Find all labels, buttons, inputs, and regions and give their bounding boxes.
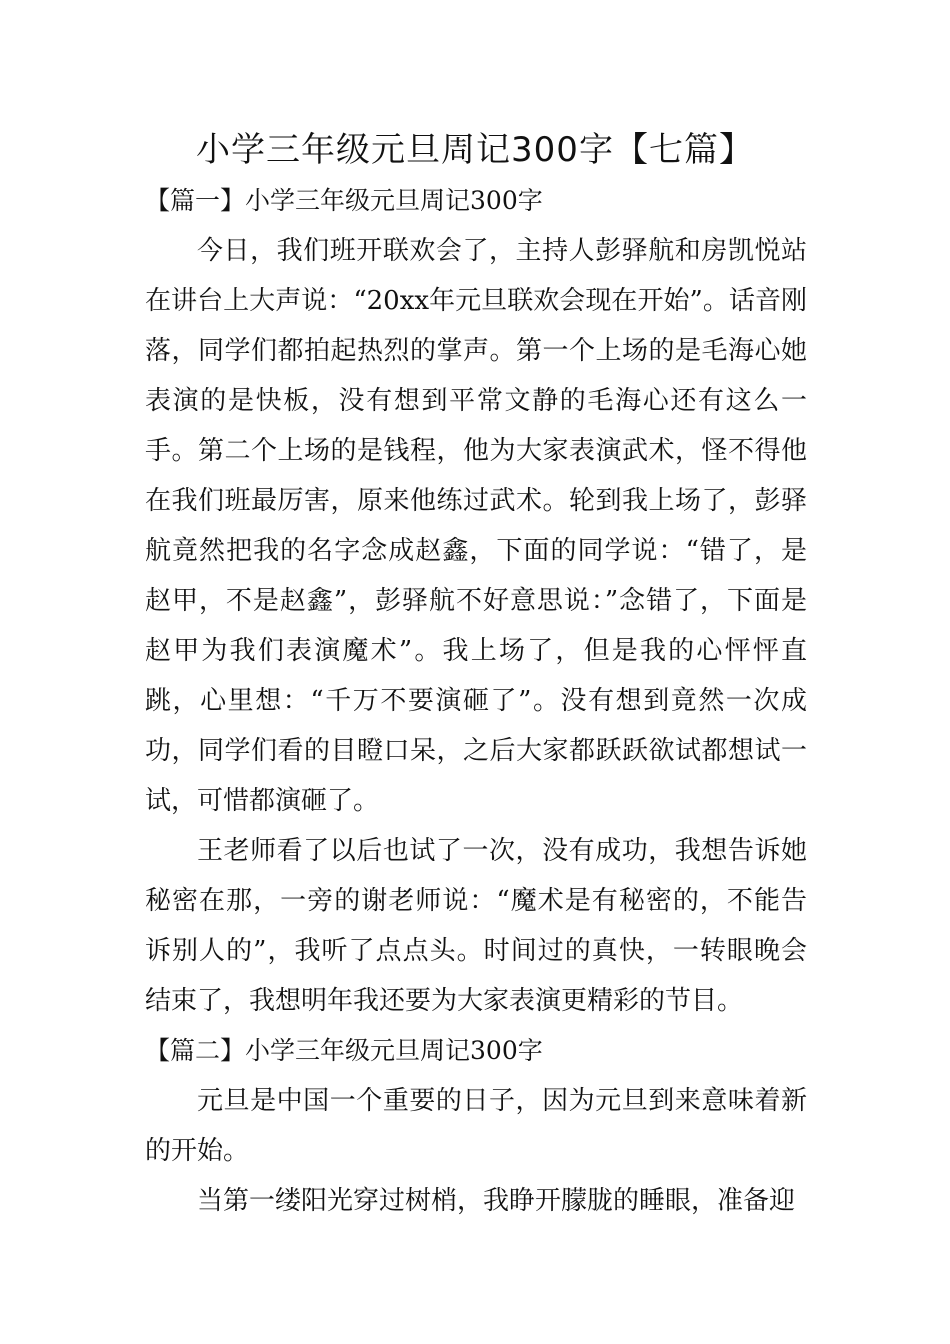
paragraph: 元旦是中国一个重要的日子，因为元旦到来意味着新的开始。: [145, 1086, 807, 1166]
paragraph: 王老师看了以后也试了一次，没有成功，我想告诉她秘密在那，一旁的谢老师说：“魔术是有秘密的，不能告诉别人的”，我听了点点头。时间过的真快，一转眼晚会结束了，我想明年我还要为大家表演更精彩的节目。: [145, 836, 807, 1016]
section-heading: 【篇一】小学三年级元旦周记300字: [145, 186, 543, 215]
paragraph: 当第一缕阳光穿过树梢，我睁开朦胧的睡眼，准备迎: [197, 1186, 796, 1216]
section-2: [145, 1026, 807, 1226]
section-1: [145, 176, 807, 1026]
section-heading: 【篇二】小学三年级元旦周记300字: [145, 1036, 543, 1065]
paragraph: 今日，我们班开联欢会了，主持人彭驿航和房凯悦站在讲台上大声说：“20xx年元旦联欢会现在开始”。话音刚落，同学们都拍起热烈的掌声。第一个上场的是毛海心她表演的是快板，没有想到平常文静的毛海心还有这么一手。第二个上场的是钱程，他为大家表演武术，怪不得他在我们班最厉害，原来他练过武术。轮到我上场了，彭驿航竟然把我的名字念成赵鑫，下面的同学说：“错了，是赵甲，不是赵鑫”，彭驿航不好意思说：”念错了，下面是赵甲为我们表演魔术”。我上场了，但是我的心怦怦直跳，心里想：“千万不要演砸了”。没有想到竟然一次成功，同学们看的目瞪口呆，之后大家都跃跃欲试都想试一试，可惜都演砸了。: [145, 236, 807, 816]
document-body: [145, 176, 807, 1226]
document-title: 小学三年级元旦周记300字【七篇】: [196, 130, 754, 170]
